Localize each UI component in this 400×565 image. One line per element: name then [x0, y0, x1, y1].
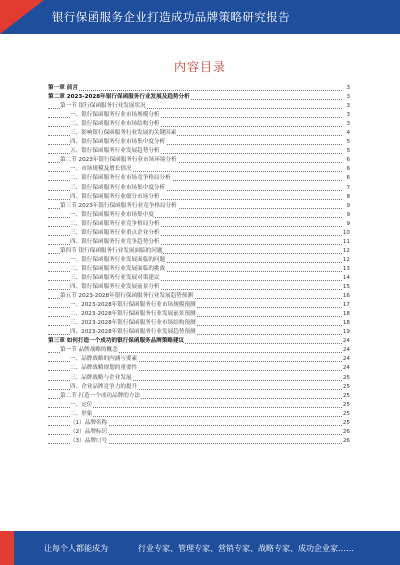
- toc-entry-text: 一、2023-2028年银行保函服务行业市场规模预测: [70, 302, 196, 309]
- toc-entry-text: 第二章 2023-2028年银行保函服务行业发展及趋势分析: [48, 94, 190, 101]
- toc-entry[interactable]: [48, 419, 350, 428]
- toc-page-number: 24: [342, 356, 350, 363]
- toc-entry[interactable]: [48, 120, 350, 129]
- toc-entry-text: 第四节 银行保函服务行业发展面临的问题: [60, 247, 163, 254]
- toc-page-number: 7: [342, 184, 350, 193]
- toc-entry-text: 二、形象: [70, 410, 93, 417]
- toc-page-number: 14: [342, 274, 350, 281]
- toc-entry[interactable]: [48, 184, 350, 193]
- toc-page-number: 4: [342, 129, 350, 138]
- toc-entry-text: 二、银行保函服务行业竞争格局分析: [70, 220, 160, 227]
- toc-entry[interactable]: [48, 202, 350, 211]
- toc-entry[interactable]: [48, 174, 350, 183]
- toc-entry[interactable]: [48, 220, 350, 229]
- toc-entry-text: 第一章 前言: [48, 85, 78, 91]
- toc-page-number: 11: [342, 238, 350, 245]
- toc-entry-text: 第一节 银行保函服务行业发展状况: [60, 103, 146, 110]
- toc-page-number: 3: [342, 120, 350, 129]
- toc-entry[interactable]: [48, 301, 350, 310]
- toc-entry-text: 三、2023-2028年银行保函服务行业市场结构预测: [70, 320, 196, 327]
- toc-entry[interactable]: [48, 364, 350, 373]
- toc-page-number: 25: [342, 383, 350, 390]
- toc-page-number: 6: [342, 174, 350, 183]
- toc-entry[interactable]: [48, 428, 350, 437]
- toc-entry-text: 一、银行保函服务行业市场规模分析: [70, 112, 160, 119]
- toc-entry-text: 第二节 打造一个成功品牌的方法: [60, 392, 141, 399]
- toc-entry[interactable]: [48, 238, 350, 247]
- toc-entry-text: 四、银行保函服务行业发展前景分析: [70, 284, 160, 291]
- toc-entry-text: （2）品牌标识: [70, 428, 108, 435]
- toc-entry[interactable]: [48, 328, 350, 337]
- toc-entry[interactable]: [48, 337, 350, 346]
- toc-entry[interactable]: [48, 193, 350, 202]
- toc-page-number: 25: [342, 401, 350, 408]
- toc-page-number: 18: [342, 320, 350, 327]
- toc-entry-text: 三、品牌战略与企业发展: [70, 374, 132, 381]
- toc-entry[interactable]: [48, 310, 350, 319]
- report-title: 银行保函服务企业打造成功品牌策略研究报告: [52, 10, 290, 24]
- toc-entry-text: 三、银行保函服务行业重点企业分析: [70, 229, 160, 236]
- toc-page-number: 25: [342, 374, 350, 381]
- toc-page-number: 9: [342, 202, 350, 211]
- toc-entry-text: 二、银行保函服务行业市场结构分析: [70, 121, 160, 128]
- toc-entry[interactable]: [48, 374, 350, 383]
- toc-entry[interactable]: [48, 138, 350, 147]
- toc-entry[interactable]: [48, 229, 350, 238]
- toc-entry[interactable]: [48, 156, 350, 165]
- toc-entry[interactable]: [48, 84, 350, 93]
- toc-entry-text: （3）品牌口号: [70, 437, 108, 444]
- toc-entry-text: 四、2023-2028年银行保函服务行业发展趋势预测: [70, 329, 196, 336]
- toc-page-number: 24: [342, 347, 350, 354]
- toc-page-number: 17: [342, 302, 350, 309]
- footer-tagline: 行业专家、管理专家、营销专家、战略专家、成功企业家……: [138, 544, 354, 553]
- toc-page-number: 26: [342, 437, 350, 444]
- toc-page-number: 9: [342, 220, 350, 229]
- toc-page-number: 18: [342, 311, 350, 318]
- toc-entry[interactable]: [48, 247, 350, 256]
- toc-page-number: 25: [342, 410, 350, 417]
- toc-page-number: 5: [342, 138, 350, 147]
- toc-entry[interactable]: [48, 274, 350, 283]
- toc-page-number: 3: [342, 84, 350, 93]
- toc-page-number: 16: [342, 293, 350, 300]
- toc-entry[interactable]: [48, 292, 350, 301]
- toc-page-number: 26: [342, 428, 350, 435]
- toc-page-number: 9: [342, 211, 350, 220]
- toc-page-number: 24: [342, 338, 350, 345]
- header-accent-flag: [0, 0, 44, 34]
- toc-page-number: 12: [342, 247, 350, 254]
- toc-entry-text: 四、企业品牌竞争力的提升: [70, 383, 138, 390]
- toc-entry-text: 五、银行保函服务行业发展趋势分析: [70, 148, 160, 155]
- toc-entry[interactable]: [48, 111, 350, 120]
- toc-page-number: 19: [342, 329, 350, 336]
- table-of-contents: [48, 84, 350, 446]
- toc-entry-text: 四、银行保函服务行业竞争趋势分析: [70, 238, 160, 245]
- toc-entry-text: 二、品牌战略规划的重要性: [70, 365, 138, 372]
- toc-page-number: 15: [342, 284, 350, 291]
- toc-entry[interactable]: [48, 147, 350, 156]
- toc-entry-text: 第一节 品牌战略的概念: [60, 347, 118, 354]
- toc-entry-text: 一、品牌战略的内涵与要素: [70, 356, 138, 363]
- toc-entry-text: 四、银行保函服务行业市场集中度分析: [70, 139, 166, 146]
- toc-page-number: 12: [342, 256, 350, 263]
- toc-entry-text: 三、银行保函服务行业发展对策建议: [70, 274, 160, 281]
- toc-entry-text: 第三节 2023年银行保函服务行业竞争格局分析: [60, 202, 177, 209]
- toc-entry[interactable]: [48, 265, 350, 274]
- toc-entry-text: 三、银行保函服务行业市场集中度分析: [70, 184, 166, 191]
- footer-accent-bar: [0, 531, 14, 565]
- footer-slogan: 让每个人都能成为: [44, 544, 108, 553]
- toc-entry-text: 一、定位: [70, 401, 93, 408]
- toc-entry-text: 第二节 2023年银行保函服务行业市场环境分析: [60, 157, 177, 164]
- toc-page-number: 5: [342, 147, 350, 156]
- toc-entry[interactable]: [48, 355, 350, 364]
- toc-entry[interactable]: [48, 437, 350, 446]
- toc-entry-text: 一、银行保函服务行业发展面临的问题: [70, 256, 166, 263]
- toc-entry-text: 一、市场规模及增长情况: [70, 166, 132, 173]
- toc-dot-leader: [48, 90, 342, 91]
- toc-entry[interactable]: [48, 211, 350, 220]
- toc-page-number: 8: [342, 193, 350, 202]
- toc-page-number: 13: [342, 265, 350, 272]
- toc-title: 内容目录: [173, 60, 226, 74]
- toc-entry[interactable]: [48, 129, 350, 138]
- toc-entry-text: 二、银行保函服务行业发展面临的挑战: [70, 265, 166, 272]
- toc-entry[interactable]: [48, 102, 350, 111]
- toc-entry[interactable]: [48, 256, 350, 265]
- toc-entry[interactable]: [48, 346, 350, 355]
- toc-entry-text: 第五节 2023-2028年银行保函服务行业发展趋势预测: [60, 293, 193, 300]
- toc-entry-text: 一、银行保函服务行业市场集中度: [70, 211, 154, 218]
- toc-entry[interactable]: [48, 283, 350, 292]
- toc-entry[interactable]: [48, 165, 350, 174]
- toc-entry[interactable]: [48, 392, 350, 401]
- toc-page-number: 25: [342, 392, 350, 399]
- page-header: [0, 0, 400, 34]
- toc-page-number: 10: [342, 229, 350, 236]
- page-footer: [0, 531, 400, 565]
- toc-page-number: 25: [342, 419, 350, 426]
- toc-page-number: 6: [342, 165, 350, 174]
- toc-page-number: 3: [342, 93, 350, 102]
- toc-page-number: 3: [342, 102, 350, 111]
- toc-entry-text: （1）品牌名称: [70, 419, 108, 426]
- toc-entry-text: 三、影响银行保函服务行业发展的关键因素: [70, 130, 177, 137]
- toc-entry-text: 四、银行保函服务行业细分市场分析: [70, 193, 160, 200]
- toc-entry-text: 第三章 如何打造一个成功的银行保函服务品牌策略建议: [48, 338, 185, 345]
- toc-entry-text: 二、银行保函服务行业市场竞争格局分析: [70, 175, 171, 182]
- toc-entry[interactable]: [48, 319, 350, 328]
- toc-entry[interactable]: [48, 401, 350, 410]
- toc-entry[interactable]: [48, 93, 350, 102]
- toc-entry-text: 二、2023-2028年银行保函服务行业发展前景预测: [70, 311, 196, 318]
- toc-entry[interactable]: [48, 410, 350, 419]
- toc-page-number: 3: [342, 111, 350, 120]
- toc-page-number: 6: [342, 156, 350, 165]
- toc-page-number: 24: [342, 365, 350, 372]
- toc-entry[interactable]: [48, 383, 350, 392]
